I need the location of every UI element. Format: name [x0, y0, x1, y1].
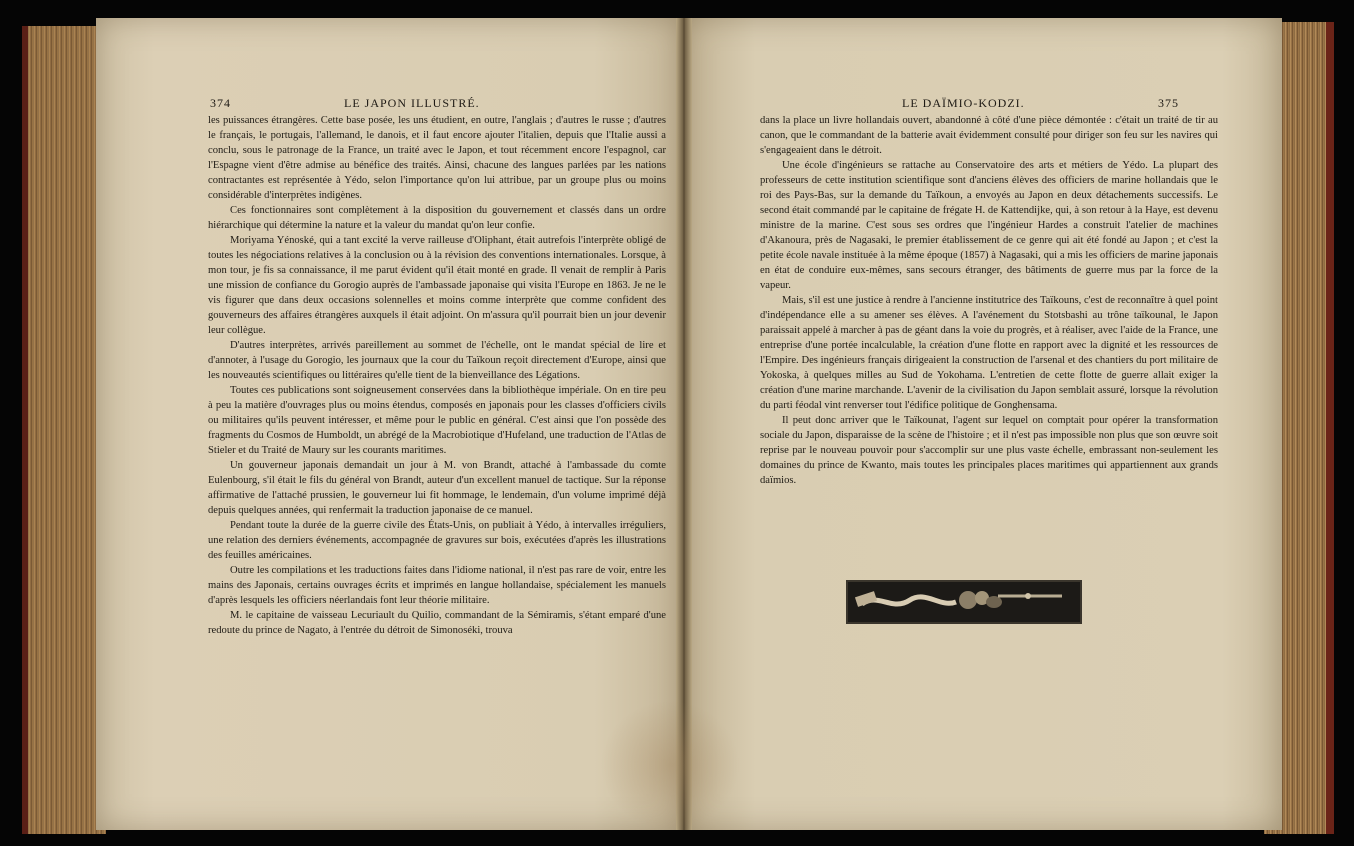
- paragraph: Moriyama Yénoské, qui a tant excité la verve railleuse d'Oliphant, était autrefois l'interprète obligé de toutes les négociations relatives à la conclusion ou à la révision des conventions internationales. Lorsque, à mon tour, je fis sa connaissance, il me parut évident qu'il était monté en grade. Il venait de remplir à Paris une mission de confiance du Gorogio auprès de l'ambassade japonaise qui visita l'Europe en 1863. Je ne le vis figurer que dans deux occasions solennelles et moins comme interprète que comme confident des gouverneurs des affaires étrangères auxquels il était adjoint. On m'assura qu'il pourrait bien un jour devenir leur collègue.: [208, 235, 666, 336]
- paragraph: Ces fonctionnaires sont complètement à la disposition du gouvernement et classés dans un ordre hiérarchique qui détermine la nature et la valeur du mandat qu'on leur confie.: [208, 205, 666, 231]
- paragraph: les puissances étrangères. Cette base posée, les uns étudient, en outre, l'anglais ; d'autres le russe ; d'autres le français, le portugais, l'allemand, le danois, et il faut encore ajouter l'italien, depuis que l'Italie aussi a conclu, sous le patronage de la France, un traité avec le Japon, et tout récemment encore l'espagnol, car l'Espagne vient d'être admise au bénéfice des traités. Ainsi, chacune des langues parlées par les nations contractantes est représentée à Yédo, selon l'importance qu'on lui attribue, par un groupe plus ou moins considérable d'interprètes indigènes.: [208, 115, 666, 201]
- paragraph: Mais, s'il est une justice à rendre à l'ancienne institutrice des Taïkouns, c'est de reconnaître à quel point d'indépendance elle a su amener ses élèves. A l'avénement du Stotsbashi au trône taïkounal, le Japon paraissait appelé à marcher à pas de géant dans la voie du progrès, et à réaliser, avec l'aide de la France, une entreprise d'une portée incalculable, la création d'une flotte en rapport avec la dignité et les ressources de l'Empire. Des ingénieurs français dirigeaient la construction de l'arsenal et des chantiers du port militaire de Yokoska, à quelques milles au Sud de Yokohama. L'entretien de cette flotte de guerre allait exiger la création d'une marine marchande. L'avenir de la civilisation du Japon semblait assuré, lorsque la révolution du parti féodal vint renverser tout l'édifice politique de Gonghensama.: [760, 295, 1218, 411]
- paragraph: Il peut donc arriver que le Taïkounat, l'agent sur lequel on comptait pour opérer la transformation sociale du Japon, disparaisse de la scène de l'histoire ; et il n'est pas impossible non plus que son œuvre soit reprise par le nouveau pouvoir pour s'accomplir sur une plus vaste échelle, embrassant non-seulement les domaines du prince de Kwanto, mais toutes les principales places maritimes qui appartiennent aux grands daïmios.: [760, 415, 1218, 486]
- paragraph: dans la place un livre hollandais ouvert, abandonné à côté d'une pièce démontée : c'était un traité de tir au canon, que le commandant de la batterie avait évidemment consulté pour diriger son feu sur les navires qui s'engageaient dans le détroit.: [760, 115, 1218, 156]
- right-page-text: [760, 113, 1218, 488]
- left-page-number: 374: [210, 96, 231, 110]
- right-running-title: LE DAÏMIO-KODZI.: [902, 96, 1025, 110]
- paragraph: Un gouverneur japonais demandait un jour à M. von Brandt, attaché à l'ambassade du comte Eulenbourg, s'il était le fils du général von Brandt, auteur d'un excellent manuel de tactique. Sur la réponse affirmative de l'attaché prussien, le gouverneur lui fit hommage, le lendemain, d'un volume imprimé déjà depuis quelques années, qui renfermait la traduction japonaise de ce manuel.: [208, 460, 666, 516]
- paragraph: Toutes ces publications sont soigneusement conservées dans la bibliothèque impériale. On en tire peu à peu la matière d'ouvrages plus ou moins étendus, composés en japonais pour les classes d'officiers civils ou militaires qu'ils peuvent intéresser, et même pour le public en général. C'est ainsi que l'on possède des fragments du Cosmos de Humboldt, un abrégé de la Macrobiotique d'Hufeland, une traduction de l'Atlas de Stieler et du Traité de Maury sur les courants maritimes.: [208, 385, 666, 456]
- left-page-edges: [22, 26, 106, 834]
- right-page-number: 375: [1158, 96, 1179, 110]
- paragraph: Outre les compilations et les traductions faites dans l'idiome national, il n'est pas rare de voir, entre les mains des Japonais, certains ouvrages écrits et imprimés en langue hollandaise, spécialement les manuels d'après lesquels les officiers néerlandais font leur théorie militaire.: [208, 565, 666, 606]
- paragraph: Une école d'ingénieurs se rattache au Conservatoire des arts et métiers de Yédo. La plupart des professeurs de cette institution scientifique sont d'anciens élèves des officiers de marine hollandais que le roi des Pays-Bas, sur la demande du Taïkoun, a envoyés au Japon en deux détachements successifs. Le second était commandé par le capitaine de frégate H. de Kattendijke, qui, à son retour à la Haye, est devenu ministre de la marine. C'est sous ses ordres que l'ingénieur Hardes a construit l'atelier de machines d'Akanoura, près de Nagasaki, le premier établissement de ce genre qui ait été fondé au Japon ; et c'est la petite école navale instituée à la même époque (1857) à Nagasaki, qui a mis les officiers de marine japonais en état de conduire eux-mêmes, sans secours étranger, des bâtiments de guerre mus par la force de la vapeur.: [760, 160, 1218, 291]
- paragraph: M. le capitaine de vaisseau Lecuriault du Quilio, commandant de la Sémiramis, s'étant emparé d'une redoute du prince de Nagato, à l'entrée du détroit de Simonoséki, trouva: [208, 610, 666, 636]
- paragraph: Pendant toute la durée de la guerre civile des États-Unis, on publiait à Yédo, à intervalles irréguliers, une relation des derniers événements, accompagnée de gravures sur bois, exécutées d'après les illustrations des feuilles américaines.: [208, 520, 666, 561]
- water-stain: [600, 700, 740, 830]
- paragraph: D'autres interprètes, arrivés pareillement au sommet de l'échelle, ont le mandat spécial de lire et d'annoter, à l'usage du Gorogio, les journaux que la cour du Taïkoun reçoit directement d'Europe, ainsi que les nouveautés scientifiques ou littéraires qu'elle tient de la bienveillance des Légations.: [208, 340, 666, 381]
- tailpiece-scroll-icon: [846, 580, 1082, 624]
- right-page-header: [902, 96, 1192, 112]
- left-page-text: [208, 113, 666, 638]
- left-running-title: LE JAPON ILLUSTRÉ.: [344, 96, 480, 110]
- left-page-header: [210, 96, 490, 112]
